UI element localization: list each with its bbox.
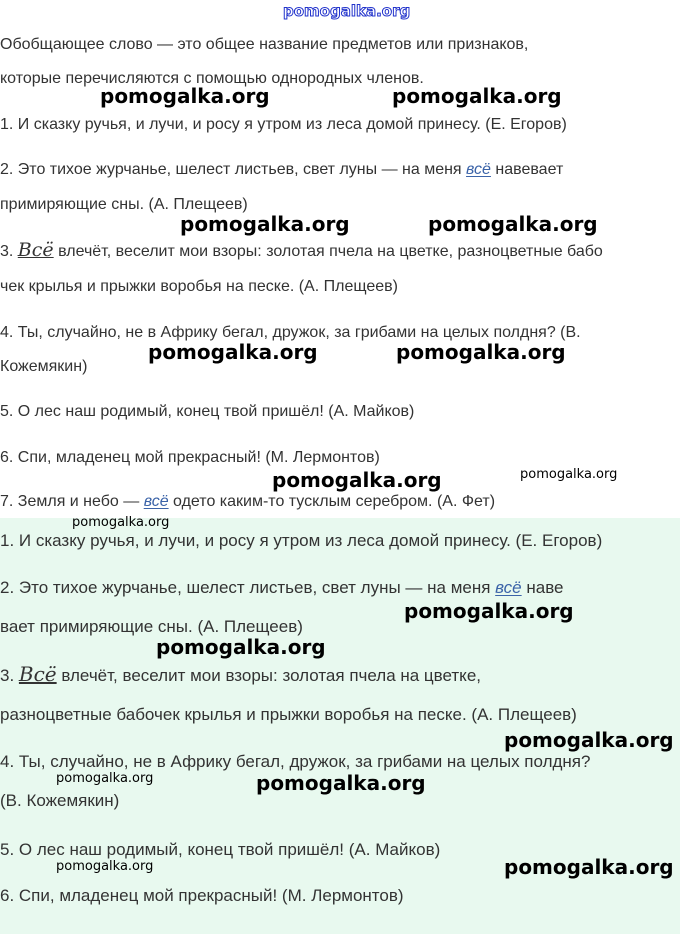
watermark: pomogalka.org (72, 515, 170, 530)
watermark: pomogalka.org (56, 859, 154, 874)
top-item-4-line-1: 4. Ты, случайно, не в Африку бегал, дружок, за грибами на целых полдня? (В. (0, 324, 581, 341)
bottom-item-4-line-2: (В. Кожемякин) (0, 791, 120, 810)
watermark: pomogalka.org (56, 771, 154, 786)
top-item-3-line-2: чек крылья и прыжки воробья на песке. (А. Плещеев) (0, 278, 398, 295)
top-item-3-line-1: 3. Всё влечёт, веселит мои взоры: золотая пчела на цветке, разноцветные бабо (0, 239, 603, 261)
watermark: pomogalka.org (156, 635, 326, 659)
top-item-6: 6. Спи, младенец мой прекрасный! (М. Лермонтов) (0, 449, 380, 466)
top-item-4-line-2: Кожемякин) (0, 358, 88, 375)
watermark: pomogalka.org (100, 84, 270, 108)
bottom-item-5: 5. О лес наш родимый, конец твой пришёл! (А. Майков) (0, 840, 441, 859)
bottom-item-6: 6. Спи, младенец мой прекрасный! (М. Лермонтов) (0, 886, 404, 905)
generalizing-word: Всё (18, 662, 57, 686)
top-item-2-line-2: примиряющие сны. (А. Плещеев) (0, 196, 248, 213)
bottom-item-2-line-2: вает примиряющие сны. (А. Плещеев) (0, 617, 303, 636)
watermark: pomogalka.org (428, 212, 598, 236)
generalizing-word: всё (143, 493, 169, 510)
top-item-5: 5. О лес наш родимый, конец твой пришёл! (А. Майков) (0, 403, 415, 420)
intro-line-1: Обобщающее слово — это общее название предметов или признаков, (0, 36, 529, 53)
top-item-1: 1. И сказку ручья, и лучи, и росу я утром из леса домой принесу. (Е. Егоров) (0, 116, 567, 133)
generalizing-word: Всё (17, 239, 54, 261)
intro-line-2: которые перечисляются с помощью однородных членов. (0, 70, 424, 87)
watermark: pomogalka.org (404, 599, 574, 623)
watermark: pomogalka.org (504, 855, 674, 879)
bottom-item-2-line-1: 2. Это тихое журчанье, шелест листьев, свет луны — на меня всё наве (0, 578, 564, 597)
bottom-item-1: 1. И сказку ручья, и лучи, и росу я утром из леса домой принесу. (Е. Егоров) (0, 531, 603, 550)
site-title-watermark[interactable]: pomogalka.org (283, 2, 411, 20)
watermark: pomogalka.org (256, 771, 426, 795)
top-item-7: 7. Земля и небо — всё одето каким-то тусклым серебром. (А. Фет) (0, 493, 496, 510)
watermark: pomogalka.org (272, 468, 442, 492)
bottom-item-3-line-1: 3. Всё влечёт, веселит мои взоры: золотая пчела на цветке, (0, 662, 481, 686)
watermark: pomogalka.org (392, 84, 562, 108)
generalizing-word: всё (495, 578, 522, 597)
bottom-item-3-line-2: разноцветные бабочек крылья и прыжки воробья на песке. (А. Плещеев) (0, 705, 577, 724)
bottom-item-4-line-1: 4. Ты, случайно, не в Африку бегал, дружок, за грибами на целых полдня? (0, 752, 591, 771)
watermark: pomogalka.org (180, 212, 350, 236)
watermark: pomogalka.org (396, 340, 566, 364)
top-item-2-line-1: 2. Это тихое журчанье, шелест листьев, свет луны — на меня всё навевает (0, 161, 564, 178)
watermark: pomogalka.org (520, 467, 618, 482)
generalizing-word: всё (466, 161, 491, 178)
watermark: pomogalka.org (148, 340, 318, 364)
watermark: pomogalka.org (504, 728, 674, 752)
